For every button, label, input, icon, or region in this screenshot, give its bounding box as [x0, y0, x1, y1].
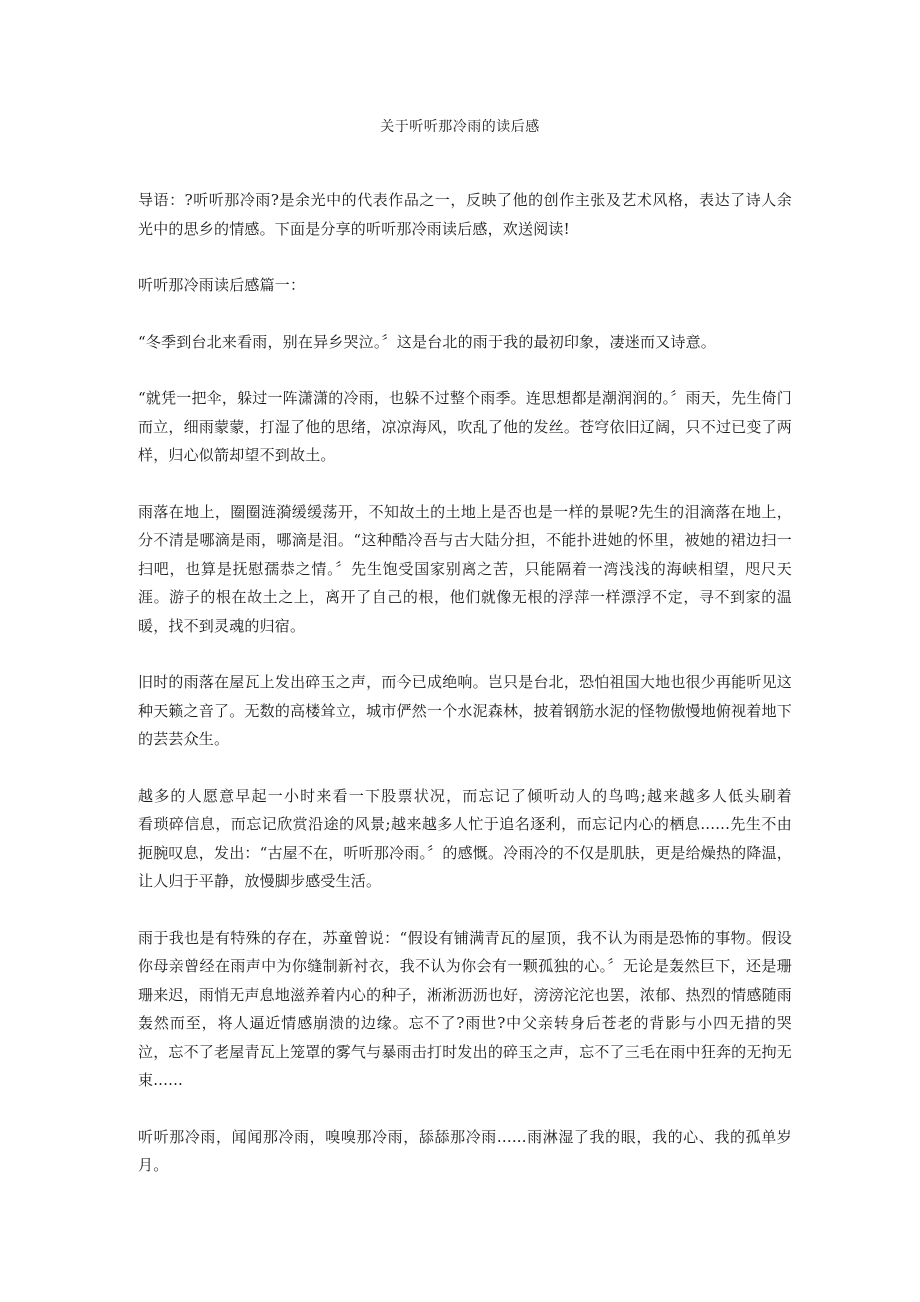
paragraph-modern-life: 越多的人愿意早起一小时来看一下股票状况，而忘记了倾听动人的鸟鸣;越来越多人低头刷着 看琐碎信息，而忘记欣赏沿途的风景;越来越多人忙于追名逐利，而忘记内心的栖息......先生不由扼腕叹息，发出：“古屋不在，听听那冷雨。〞的感慨。冷雨冷的不仅是肌肤，更是给燥热的降温，让人归于平静，放慢脚步感受生活。: [138, 786, 823, 890]
paragraph-taipei-rain: “冬季到台北来看雨，别在异乡哭泣。〞这是台北的雨于我的最初印象，凄迷而又诗意。: [138, 332, 716, 351]
document-title: 关于听听那冷雨的读后感: [380, 119, 540, 135]
document-body: [138, 186, 823, 1208]
paragraph-closing: 听听那冷雨，闻闻那冷雨，嗅嗅那冷雨，舔舔那冷雨......雨淋湿了我的眼，我的心、我的孤单岁月。: [138, 1127, 792, 1174]
paragraph-section-heading: 听听那冷雨读后感篇一：: [138, 276, 306, 294]
paragraph-old-rain: 旧时的雨落在屋瓦上发出碎玉之声，而今已成绝响。岂只是台北，恐怕祖国大地也很少再能听见这种天籁之音了。无数的高楼耸立，城市俨然一个水泥森林，披着钢筋水泥的怪物傲慢地俯视着地下的芸芸众生。: [138, 673, 792, 748]
paragraph-umbrella: “就凭一把伞，躲过一阵潇潇的冷雨，也躲不过整个雨季。连思想都是潮润润的。〞雨天，先生倚门而立，细雨蒙蒙，打湿了他的思绪，凉凉海风，吹乱了他的发丝。苍穹依旧辽阔，只不过已变了两样，归心似箭却望不到故土。: [138, 389, 792, 464]
paragraph-su-tong: 雨于我也是有特殊的存在，苏童曾说：“假设有铺满青瓦的屋顶，我不认为雨是恐怖的事物。假设你母亲曾经在雨声中为你缝制新衬衣，我不认为你会有一颗孤独的心。〞无论是轰然巨下，还是珊珊来迟，雨悄无声息地滋养着内心的种子，淅淅沥沥也好，滂滂沱沱也罢，浓郁、热烈的情感随雨轰然而至，将人逼近情感崩溃的边缘。忘不了?雨世?中父亲转身后苍老的背影与小四无措的哭泣，忘不了老屋青瓦上笼罩的雾气与暴雨击打时发出的碎玉之声，忘不了三毛在雨中狂奔的无拘无束......: [138, 928, 792, 1089]
paragraph-ripples: 雨落在地上，圈圈涟漪缓缓荡开，不知故土的土地上是否也是一样的景呢?先生的泪滴落在地上，分不清是哪滴是雨，哪滴是泪。“这种酷冷吾与古大陆分担，不能扑进她的怀里，被她的裙边扫一扫吧，也算是抚慰孺恭之情。〞先生饱受国家别离之苦，只能隔着一湾浅浅的海峡相望，咫尺天涯。游子的根在故土之上，离开了自己的根，他们就像无根的浮萍一样漂浮不定，寻不到家的温暖，找不到灵魂的归宿。: [138, 502, 792, 635]
paragraph-intro: 导语：?听听那冷雨?是余光中的代表作品之一，反映了他的创作主张及艺术风格，表达了诗人余光中的思乡的情感。下面是分享的听听那冷雨读后感，欢送阅读!: [138, 191, 792, 238]
